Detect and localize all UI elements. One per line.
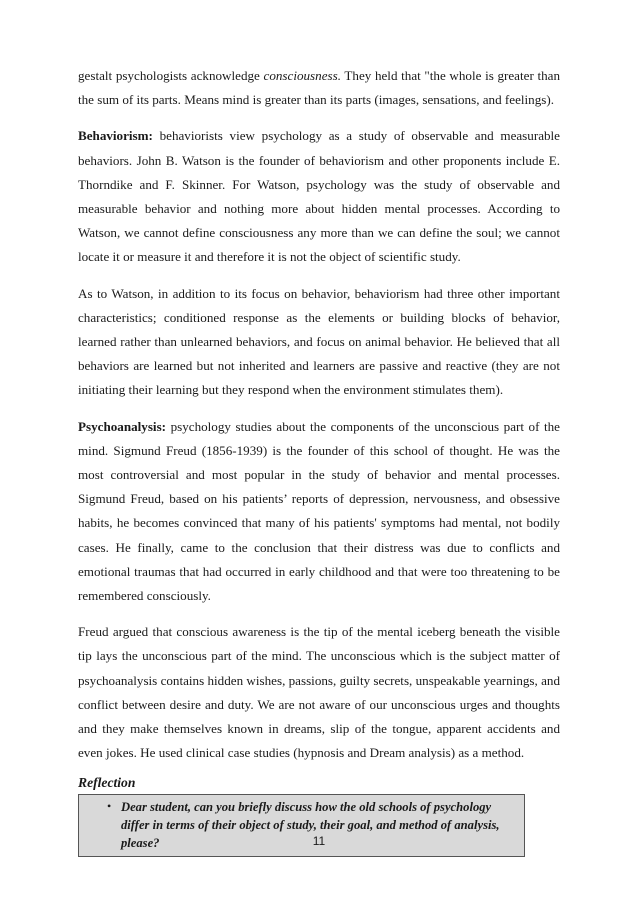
reflection-question: Dear student, can you briefly discuss how the old schools of psychology differ in terms of their object of study, their goal, and method of analysis, please? [121, 800, 500, 851]
reflection-box [78, 794, 525, 857]
paragraph-gestalt [78, 64, 560, 112]
page-number: 11 [312, 834, 326, 848]
gestalt-text: gestalt psychologists acknowledge [78, 68, 264, 83]
paragraph-watson: As to Watson, in addition to its focus on behavior, behaviorism had three other important characteristics; conditioned response as the elements or building blocks of behavior, learned rather than unlearned behaviors, and focus on animal behavior. He believed that all behaviors are learned but not inherited and learners are passive and reactive (they are not initiating their learning but they respond when the environment stimulates them). [78, 285, 560, 398]
psychoanalysis-term: Psychoanalysis: [78, 418, 167, 434]
bullet-icon: • [107, 799, 112, 814]
consciousness-emphasis: consciousness. [263, 68, 341, 83]
behaviorism-term: Behaviorism: [78, 128, 153, 144]
behaviorism-body: behaviorists view psychology as a study of observable and measurable behaviors. John B. Watson is the founder of behaviorism and other proponents include E. Thorndike and F. Skinner. For Watson, psychology was the study of observable and measurable behavior and nothing more about hidden mental processes. According to Watson, we cannot define consciousness any more than we can define the soul; we cannot locate it or measure it and therefore it is not the object of scientific study. [78, 128, 560, 265]
paragraph-freud: Freud argued that conscious awareness is the tip of the mental iceberg beneath the visible tip lays the unconscious part of the mind. The unconscious which is the subject matter of psychoanalysis contains hidden wishes, passions, guilty secrets, unspeakable yearnings, and conflict between desire and duty. We are not aware of our unconscious urges and thoughts and they make themselves known in dreams, slip of the tongue, apparent accidents and even jokes. He used clinical case studies (hypnosis and Dream analysis) as a method. [78, 624, 560, 761]
paragraph-behaviorism [78, 124, 560, 269]
reflection-heading: Reflection [78, 775, 136, 791]
document-page [78, 64, 560, 857]
paragraph-psychoanalysis [78, 415, 560, 609]
gestalt-text-cont: They held that "the whole is greater than the sum of its parts. Means mind is greater than its parts (images, sensations, and feelings). [78, 68, 560, 108]
psychoanalysis-body: psychology studies about the components of the unconscious part of the mind. Sigmund Freud (1856-1939) is the founder of this school of thought. He was the most controversial and most popular in the study of behavior and mental processes. Sigmund Freud, based on his patients’ reports of depression, nervousness, and obsessive habits, he becomes convinced that many of his patients' symptoms had mental, not bodily cases. He finally, came to the conclusion that their distress was due to conflicts and emotional traumas that had occurred in early childhood and that were too threatening to be remembered consciously. [78, 418, 560, 604]
